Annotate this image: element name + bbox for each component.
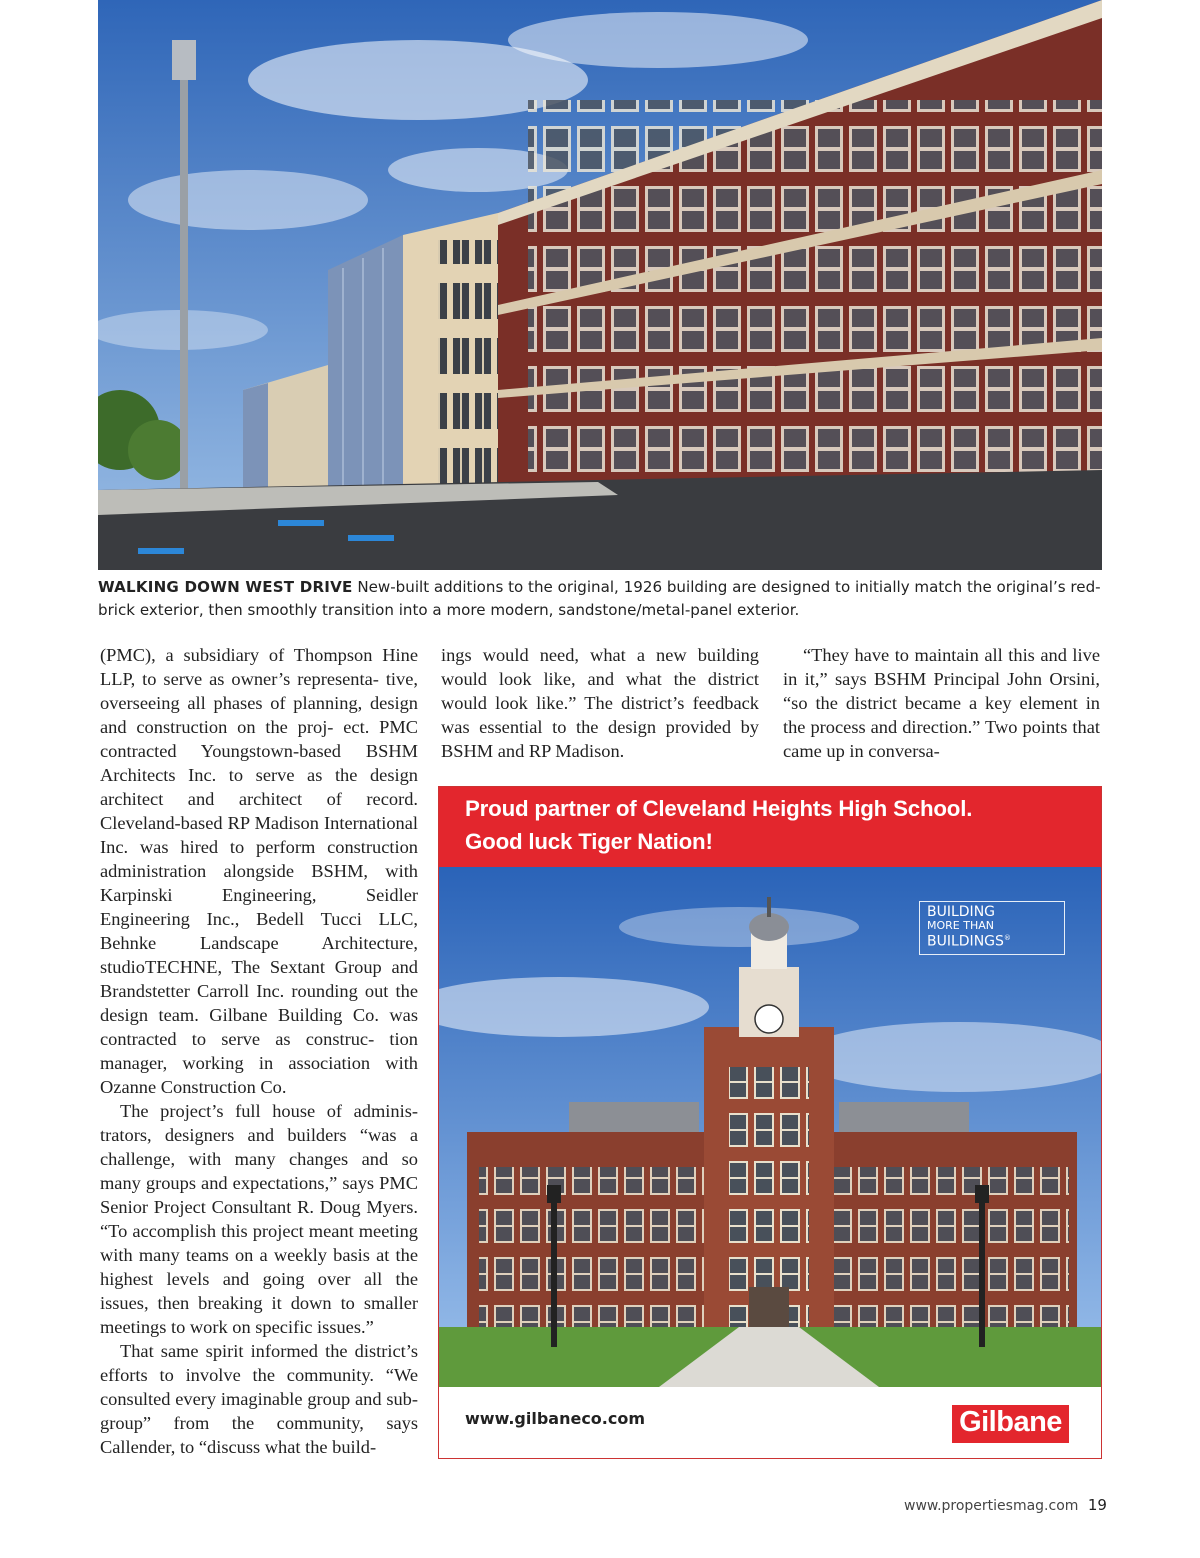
paragraph: ings would need, what a new building would look like, and what the district would look like.” The district’s feedback was essential to the design provided by BSHM and RP Madison. [441,645,759,761]
ad-banner [439,787,1101,867]
registered-mark: ® [1003,934,1011,942]
caption-lead: WALKING DOWN WEST DRIVE [98,578,353,596]
page-number: 19 [1087,1496,1107,1514]
page-footer [904,1496,1107,1514]
photo-caption [98,576,1102,622]
caption-text: New-built additions to the original, 1926 building are designed to initially match the original’s red-brick exterior, then smoothly transition into a more modern, sandstone/metal-panel exterior. [98,578,1101,619]
tagline-line-1: BUILDING [927,904,996,920]
tagline-line-2: MORE THAN [927,919,994,932]
ad-headline-line-1: Proud partner of Cleveland Heights High School. [465,796,973,821]
article-column-1 [100,643,418,1459]
tagline-line-3 [927,932,1064,949]
article-column-2 [441,643,759,763]
building-more-than-buildings-tagline [919,901,1065,955]
paragraph: (PMC), a subsidiary of Thompson Hine LLP, to serve as owner’s representa- tive, overseeing all phases of planning, design and construction on the proj- ect. PMC contracted Youngstown-based BSHM Architects Inc. to serve as the design architect and architect of record. Cleveland-based RP Madison International Inc. was hired to perform construction administration alongside BSHM, with Karpinski Engineering, Seidler Engineering Inc., Bedell Tucci LLC, Behnke Landscape Architecture, studioTECHNE, The Sextant Group and Brandstetter Carroll Inc. rounding out the design team. Gilbane Building Co. was contracted to serve as construc- tion manager, working in association with Ozanne Construction Co. [100,645,418,1097]
paragraph: The project’s full house of adminis- trators, designers and builders “was a challenge, with many changes and so many groups and expectations,” says PMC Senior Project Consultant R. Doug Myers. “To accomplish this project meant meeting with many teams on a weekly basis at the highest levels and going over all the issues, then breaking it down to smaller meetings to work on specific issues.” [100,1101,418,1337]
footer-website: www.propertiesmag.com [904,1498,1079,1514]
gilbane-logo-text: Gilbane [959,1406,1062,1438]
gilbane-website-link[interactable]: www.gilbaneco.com [465,1409,646,1428]
west-drive-photo [98,0,1102,570]
article-column-3 [783,643,1100,763]
paragraph: That same spirit informed the district’s efforts to involve the community. “We consulted every imaginable group and sub-group” from the community, says Callender, to “discuss what the build- [100,1341,418,1457]
ad-headline-line-2: Good luck Tiger Nation! [465,829,713,854]
paragraph: “They have to maintain all this and live in it,” says BSHM Principal John Orsini, “so the district became a key element in the process and direction.” Two points that came up in conversa- [783,645,1100,761]
gilbane-advertisement [438,786,1102,1459]
gilbane-logo [952,1405,1069,1443]
tagline-line-3-text: BUILDINGS [927,933,1004,950]
